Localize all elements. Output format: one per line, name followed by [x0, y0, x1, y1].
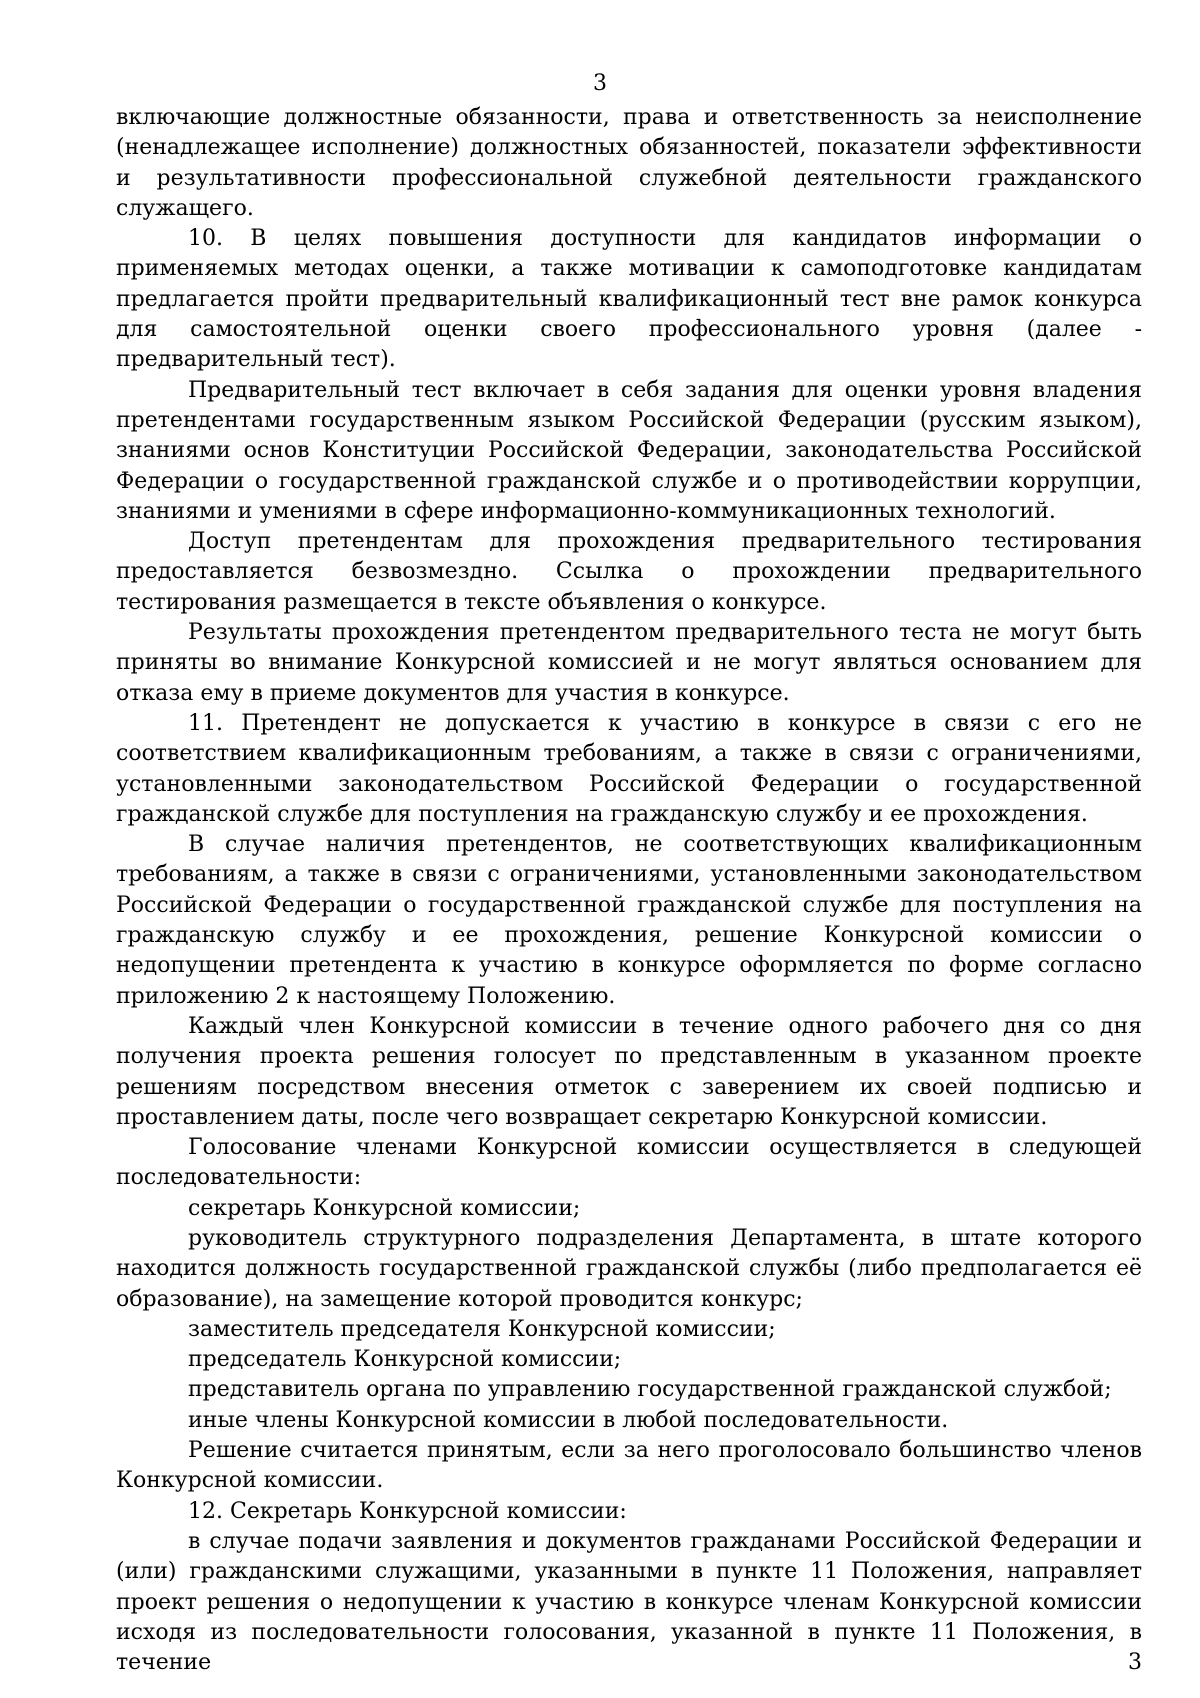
list-item-secretary: секретарь Конкурсной комиссии; — [188, 1195, 581, 1221]
document-body — [116, 103, 1142, 1678]
paragraph-10-preliminary-test: 10. В целях повышения доступности для кандидатов информации о применяемых методах оценки, а также мотивации к самоподготовке кандидатам предлагается пройти предварительный квалификационный тест вне рамок конкурса для самостоятельной оценки своего профессионального уровня (далее - предварительный тест). — [116, 226, 1142, 373]
paragraph-12-secretary: 12. Секретарь Конкурсной комиссии: — [188, 1498, 627, 1524]
page-number: 3 — [593, 71, 607, 96]
paragraph-voting-order: Голосование членами Конкурсной комиссии осуществляется в следующей последовательности: — [116, 1135, 1142, 1191]
paragraph-duties-continuation: включающие должностные обязанности, права и ответственность за неисполнение (ненадлежащее исполнение) должностных обязанностей, показатели эффективности и результативности профессиональной служебной деятельности гражданского служащего. — [116, 105, 1142, 221]
list-item-department-head: руководитель структурного подразделения Департамента, в штате которого находится должность государственной гражданской службы (либо предполагается её образование), на замещение которой проводится конкурс; — [116, 1225, 1142, 1312]
paragraph-test-contents: Предварительный тест включает в себя задания для оценки уровня владения претендентами государственным языком Российской Федерации (русским языком), знаниями основ Конституции Российской Федерации, законодательства Российской Федерации о государственной гражданской службе и о противодействии коррупции, знаниями и умениями в сфере информационно-коммуникационных технологий. — [116, 377, 1142, 524]
paragraph-test-access: Доступ претендентам для прохождения предварительного тестирования предоставляется безвозмездно. Ссылка о прохождении предварительного тестирования размещается в тексте объявления о конкурсе. — [116, 529, 1142, 615]
paragraph-non-admission-decision: В случае наличия претендентов, не соответствующих квалификационным требованиям, а также в связи с ограничениями, установленными законодательством Российской Федерации о государственной гражданской службе для поступления на гражданскую службу и ее прохождения, решение Конкурсной комиссии о недопущении претендента к участию в конкурсе оформляется по форме согласно приложению 2 к настоящему Положению. — [116, 832, 1142, 1009]
list-item-other-members: иные члены Конкурсной комиссии в любой последовательности. — [188, 1407, 949, 1433]
list-item-civil-service-representative: представитель органа по управлению государственной гражданской службой; — [188, 1377, 1112, 1403]
paragraph-secretary-duties: в случае подачи заявления и документов гражданами Российской Федерации и (или) гражданскими служащими, указанными в пункте 11 Положения, направляет проект решения о недопущении к участию в конкурсе членам Конкурсной комиссии исходя из последовательности голосования, указанной в пункте 11 Положения, в течение 3 — [116, 1528, 1142, 1676]
paragraph-test-results: Результаты прохождения претендентом предварительного теста не могут быть приняты во внимание Конкурсной комиссией и не могут являться основанием для отказа ему в приеме документов для участия в конкурсе. — [116, 620, 1142, 706]
paragraph-member-voting: Каждый член Конкурсной комиссии в течение одного рабочего дня со дня получения проекта решения голосует по представленным в указанном проекте решениям посредством внесения отметок с заверением их своей подписью и проставлением даты, после чего возвращает секретарю Конкурсной комиссии. — [116, 1013, 1142, 1130]
paragraph-decision-adopted: Решение считается принятым, если за него проголосовало большинство членов Конкурсной комиссии. — [116, 1438, 1142, 1494]
list-item-deputy-chairman: заместитель председателя Конкурсной комиссии; — [188, 1316, 776, 1342]
list-item-chairman: председатель Конкурсной комиссии; — [188, 1347, 622, 1373]
paragraph-11-not-admitted: 11. Претендент не допускается к участию в конкурсе в связи с его не соответствием квалификационным требованиям, а также в связи с ограничениями, установленными законодательством Российской Федерации о государственной гражданской службе для поступления на гражданскую службу и ее прохождения. — [116, 710, 1142, 827]
